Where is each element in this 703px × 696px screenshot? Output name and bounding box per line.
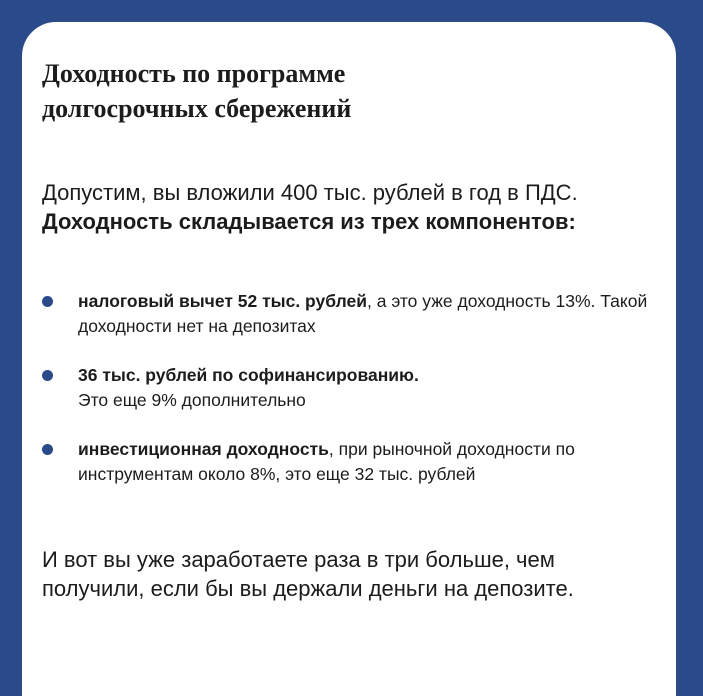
list-item-tax-deduction	[42, 289, 662, 339]
list-item-investment-return	[42, 437, 662, 487]
components-list	[42, 289, 662, 487]
intro-plain-text: Допустим, вы вложили 400 тыс. рублей в год в ПДС.	[42, 180, 578, 205]
list-item-bold: 36 тыс. рублей по софинансированию.	[78, 365, 419, 385]
title-line-2: долгосрочных сбережений	[42, 94, 352, 123]
bullet-dot-icon	[42, 370, 53, 381]
title-line-1: Доходность по программе	[42, 59, 346, 88]
page-title	[42, 56, 602, 126]
list-item-cofinancing	[42, 363, 662, 413]
list-item-text: Это еще 9% дополнительно	[78, 390, 306, 410]
list-item-text: , а это уже доходность 13%. Такой доходности нет на депозитах	[78, 291, 648, 336]
list-item-bold: инвестиционная доходность	[78, 439, 329, 459]
conclusion-paragraph: И вот вы уже заработаете раза в три больше, чем получили, если бы вы держали деньги на депозите.	[42, 547, 574, 601]
list-item-text: , при рыночной доходности по инструментам около 8%, это еще 32 тыс. рублей	[78, 439, 575, 484]
bullet-dot-icon	[42, 444, 53, 455]
bullet-dot-icon	[42, 296, 53, 307]
list-item-bold: налоговый вычет 52 тыс. рублей	[78, 291, 367, 311]
intro-paragraph	[42, 178, 642, 236]
intro-bold-text: Доходность складывается из трех компонентов:	[42, 209, 576, 234]
